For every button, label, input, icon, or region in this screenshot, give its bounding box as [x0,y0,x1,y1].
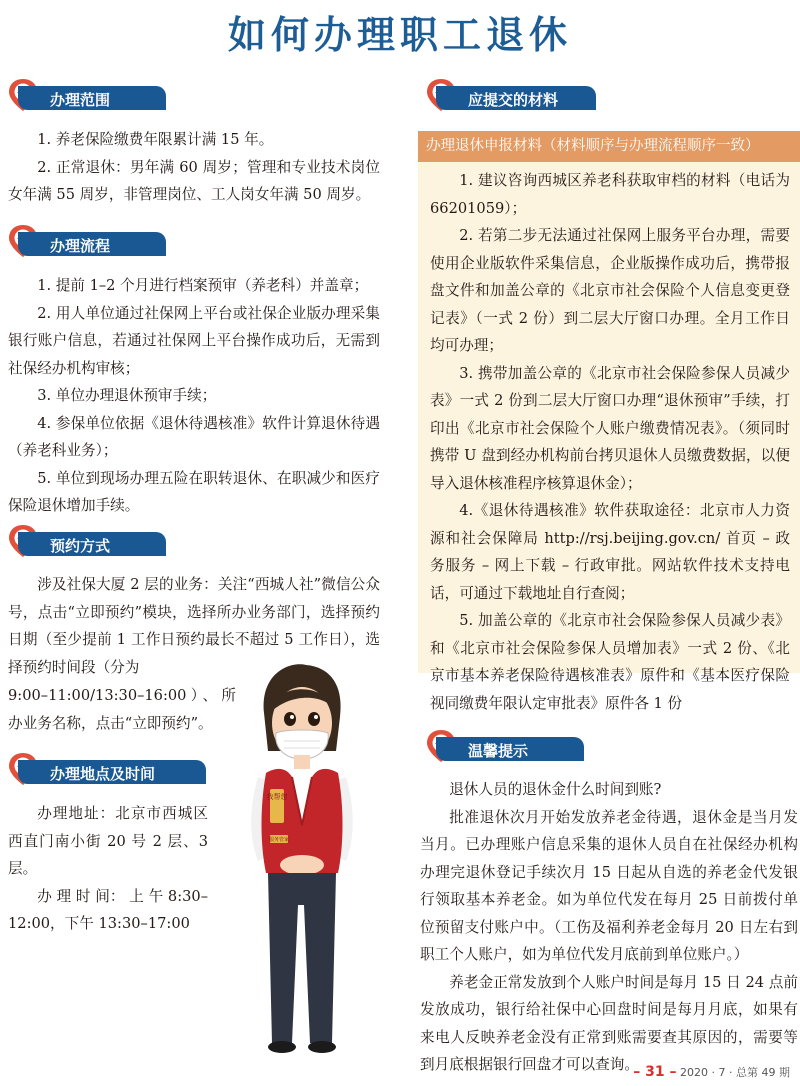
list-item: 3. 携带加盖公章的《北京市社会保险参保人员减少表》一式 2 份到二层大厅窗口办理“退休预审”手续，打印出《北京市社会保险个人账户缴费情况表》。（须同时携带 U 盘到经办机构前台拷贝退休人员缴费数据，以便导入退休核准程序核算退休金）； [430,364,790,492]
page-title: 如何办理职工退休 [227,13,572,57]
badge-text: 我帮您 [266,793,288,801]
paragraph: 2. 正常退休：男年满 60 周岁；管理和专业技术岗位女年满 55 周岁，非管理岗位、工人岗女年满 50 周岁。 [8,158,380,203]
paragraph: 4. 参保单位依据《退休待遇核准》软件计算退休待遇（养老科业务）； [8,414,380,459]
heading-label: 预约方式 [50,537,111,555]
heading-label: 办理地点及时间 [50,765,156,783]
badge2-text: 服务管家 [268,837,290,843]
paragraph: 退休人员的退休金什么时间到账? [449,781,662,798]
scope-text [8,126,380,209]
paragraph: 2. 用人单位通过社保网上平台或社保企业版办理采集银行账户信息，若通过社保网上平台操作成功后，无需到社保经办机构审核； [8,304,380,377]
materials-box [418,131,800,712]
paragraph: 养老金正常发放到个人账户时间是每月 15 日 24 点前发放成功，银行给社保中心回盘时间是每月月底，如果有来电人反映养老金没有正常到账需要查其原因的，需要等到月底根据银行回盘才可以查询。 [420,973,798,1073]
page-footer [633,1064,790,1080]
list-item: 2. 若第二步无法通过社保网上服务平台办理，需要使用企业版软件采集信息，企业版操作成功后，携带报盘文件和加盖公章的《北京市社会保险个人信息变更登记表》（一式 2 份）到二层大厅窗口办理。全月工作日均可办理； [430,227,790,354]
list-item: 4.《退休待遇核准》软件获取途径：北京市人力资源和社会保障局 http://rsj.beijing.gov.cn/ 首页 – 政务服务 – 网上下载 – 行政审批。网站软件技术支持电话，可通过下载地址自行查阅； [430,502,790,602]
heading-label: 温馨提示 [468,742,529,760]
process-text [8,272,380,520]
heading-label: 办理范围 [50,91,111,109]
materials-list [418,162,800,717]
paragraph: 1. 养老保险缴费年限累计满 15 年。 [37,131,274,148]
tips-text [420,776,798,1079]
paragraph: 1. 提前 1–2 个月进行档案预审（养老科）并盖章； [37,277,369,294]
paragraph: 5. 单位到现场办理五险在职转退休、在职减少和医疗保险退休增加手续。 [8,469,380,514]
service-staff-illustration [232,655,372,1075]
address-text: 办理地址：北京市西城区西直门南小街 20 号 2 层、3 层。 [8,805,208,877]
paragraph: 批准退休次月开始发放养老金待遇，退休金是当月发当月。已办理账户信息采集的退休人员自在社保经办机构办理完退休登记手续次月 15 日起从自选的养老金代发银行领取基本养老金。如为单位代发在每月 25 日前拨付单位预留支付账户中。（工伤及福利养老金每月 20 日左右到职工个人账户，如为单位代发月底前到单位账户。） [420,808,798,963]
list-item: 5. 加盖公章的《北京市社会保险参保人员减少表》和《北京市社会保险参保人员增加表》一式 2 份、《北京市基本养老保险待遇核准表》原件和《基本医疗保险视同缴费年限认定审批表》原件各 1 份 [430,612,790,712]
hours-text: 办 理 时 间： 上 午 8:30–12:00，下午 13:30–17:00 [8,887,208,932]
appointment-text-tail [8,682,236,737]
paragraph: 9:00–11:00/13:30–16:00）、所办业务名称，点击“立即预约”。 [8,687,236,732]
paragraph: 3. 单位办理退休预审手续； [37,387,217,404]
heading-label: 办理流程 [50,237,111,255]
materials-box-title: 办理退休申报材料（材料顺序与办理流程顺序一致） [418,131,800,162]
location-text [8,800,208,938]
paragraph: 涉及社保大厦 2 层的业务：关注“西城人社”微信公众号，点击“立即预约”模块，选择所办业务部门，选择预约日期（至少提前 1 工作日预约最长不超过 5 工作日），选择预约时间段（分为 [8,576,380,676]
list-item: 1. 建议咨询西城区养老科获取审档的材料（电话为 66201059）； [430,172,790,217]
heading-label: 应提交的材料 [468,91,559,109]
page-number: – 31 – [633,1064,677,1080]
issue-info: 2020 · 7 · 总第 49 期 [680,1066,790,1079]
